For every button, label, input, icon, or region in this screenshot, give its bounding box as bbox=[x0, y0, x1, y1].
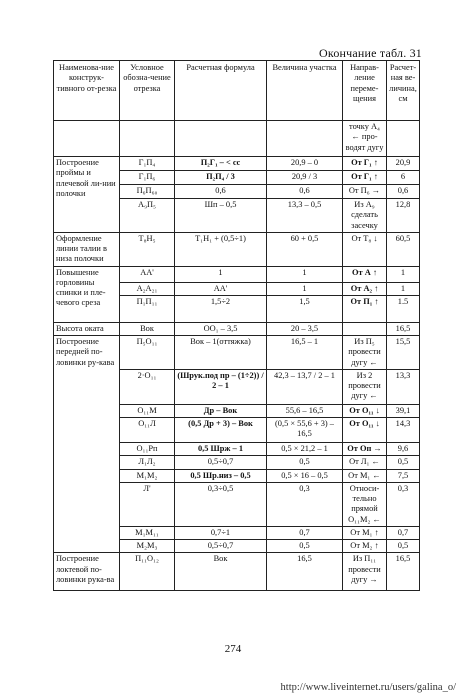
cell-formula: (Шрук.под пр – (1÷2)) / 2 – 1 bbox=[175, 369, 267, 404]
table-header-row bbox=[54, 61, 420, 121]
cell-result: 6 bbox=[387, 171, 420, 185]
cell-result: 13,3 bbox=[387, 369, 420, 404]
cell-result: 16,5 bbox=[387, 553, 420, 591]
cell-direction: От М₂ ↑ bbox=[343, 540, 387, 553]
cell-result: 9,6 bbox=[387, 443, 420, 456]
cell-value: 13,3 – 0,5 bbox=[267, 199, 343, 233]
cell-segment-name: Повышение горловины спинки и пле-чевого среза bbox=[54, 266, 120, 322]
construction-table bbox=[53, 60, 420, 591]
cell-segment-code: О₁₁М bbox=[120, 404, 175, 417]
cell-direction: От А ↑ bbox=[343, 266, 387, 282]
cell-segment-code: М₂М₃ bbox=[120, 540, 175, 553]
cell-segment-name: Построение проймы и плечевой ли-нии полочки bbox=[54, 157, 120, 233]
cell-formula: 1,5÷2 bbox=[175, 295, 267, 322]
cell-formula: Т₁Н₁ + (0,5÷1) bbox=[175, 232, 267, 266]
cell-value: 16,5 bbox=[267, 553, 343, 591]
cell-segment-name: Построение передней по-ловинки ру-кава bbox=[54, 336, 120, 553]
cell-result: 1 bbox=[387, 266, 420, 282]
cell-direction bbox=[343, 322, 387, 335]
header-direction: Направ-ление переме-щения bbox=[343, 61, 387, 121]
cell-result: 0,3 bbox=[387, 482, 420, 526]
cell-formula: 0,7÷1 bbox=[175, 526, 267, 539]
cell-formula: 0,5 Шрж – 1 bbox=[175, 443, 267, 456]
header-value: Величина участка bbox=[267, 61, 343, 121]
cell-segment-code: П₆П₆₀ bbox=[120, 185, 175, 199]
cell-segment-name: Построение локтевой по-ловинки рука-ва bbox=[54, 553, 120, 591]
cell-formula: 0,3÷0,5 bbox=[175, 482, 267, 526]
cell-value bbox=[267, 121, 343, 157]
cell-result: 0,7 bbox=[387, 526, 420, 539]
cell-direction: Из 2 провести дугу ← bbox=[343, 369, 387, 404]
cell-direction: От О₁₁ ↓ bbox=[343, 404, 387, 417]
cell-result: 0,6 bbox=[387, 185, 420, 199]
cell-result: 7,5 bbox=[387, 469, 420, 482]
cell-segment-code: Л' bbox=[120, 482, 175, 526]
cell-formula: (0,5 Др + 3) – Вок bbox=[175, 418, 267, 443]
cell-direction: От П₆ → bbox=[343, 185, 387, 199]
cell-segment-code: АА' bbox=[120, 266, 175, 282]
cell-direction: От Оп → bbox=[343, 443, 387, 456]
cell-direction: От Т₈ ↓ bbox=[343, 232, 387, 266]
cell-segment-code: П₁₁О₁₂ bbox=[120, 553, 175, 591]
cell-formula: 0,5 Шр.низ – 0,5 bbox=[175, 469, 267, 482]
cell-formula: Вок – 1(оттяжка) bbox=[175, 336, 267, 370]
cell-formula: ОО₁ – 3,5 bbox=[175, 322, 267, 335]
cell-formula: 0,5÷0,7 bbox=[175, 456, 267, 469]
header-result: Расчет-ная ве-личина, см bbox=[387, 61, 420, 121]
cell-segment-name bbox=[54, 121, 120, 157]
cell-formula: Вок bbox=[175, 553, 267, 591]
cell-result: 20,9 bbox=[387, 157, 420, 171]
cell-result: 60,5 bbox=[387, 232, 420, 266]
cell-direction: От Л₁ ← bbox=[343, 456, 387, 469]
cell-value: 0,3 bbox=[267, 482, 343, 526]
cell-result: 0,5 bbox=[387, 540, 420, 553]
cell-value: 20,9 / 3 bbox=[267, 171, 343, 185]
cell-result: 1.5 bbox=[387, 295, 420, 322]
cell-direction: Относи-тельно прямой О₁₁М₂ ← bbox=[343, 482, 387, 526]
cell-segment-code: О₁₁Рп bbox=[120, 443, 175, 456]
cell-formula: П₂П₄ / 3 bbox=[175, 171, 267, 185]
cell-result: 12,8 bbox=[387, 199, 420, 233]
cell-value: 0,6 bbox=[267, 185, 343, 199]
cell-formula: Шп – 0,5 bbox=[175, 199, 267, 233]
cell-segment-code: А₂А₂₁ bbox=[120, 282, 175, 295]
cell-value: 16,5 – 1 bbox=[267, 336, 343, 370]
cell-direction: Из П₁₁ провести дугу → bbox=[343, 553, 387, 591]
cell-result: 16,5 bbox=[387, 322, 420, 335]
cell-value: 0,5 × 21,2 – 1 bbox=[267, 443, 343, 456]
cell-segment-code: Л₁Л₂ bbox=[120, 456, 175, 469]
cell-segment-code: О₁₁Л bbox=[120, 418, 175, 443]
cell-value: 1,5 bbox=[267, 295, 343, 322]
cell-value: 1 bbox=[267, 282, 343, 295]
header-formula: Расчетная формула bbox=[175, 61, 267, 121]
cell-direction: От Г₁ ↑ bbox=[343, 171, 387, 185]
cell-value: (0,5 × 55,6 + 3) – 16,5 bbox=[267, 418, 343, 443]
table-row bbox=[54, 336, 420, 370]
cell-segment-code: Г₁П₄ bbox=[120, 157, 175, 171]
table-row bbox=[54, 266, 420, 282]
cell-direction: Из П₅ провести дугу ← bbox=[343, 336, 387, 370]
cell-segment-code: Вок bbox=[120, 322, 175, 335]
header-segment-name: Наименова-ние конструк-тивного от-резка bbox=[54, 61, 120, 121]
cell-value: 60 + 0,5 bbox=[267, 232, 343, 266]
cell-direction: точку А₄ ← про-водят дугу bbox=[343, 121, 387, 157]
cell-direction: От М₁ ← bbox=[343, 469, 387, 482]
cell-segment-code: П₁П₁₁ bbox=[120, 295, 175, 322]
cell-value: 0,7 bbox=[267, 526, 343, 539]
cell-value: 55,6 – 16,5 bbox=[267, 404, 343, 417]
cell-segment-code bbox=[120, 121, 175, 157]
cell-value: 1 bbox=[267, 266, 343, 282]
table-row bbox=[54, 232, 420, 266]
cell-segment-code: М₁М₁₁ bbox=[120, 526, 175, 539]
cell-formula: 1 bbox=[175, 266, 267, 282]
cell-result: 15,5 bbox=[387, 336, 420, 370]
table-caption: Окончание табл. 31 bbox=[319, 46, 422, 60]
cell-formula: АА' bbox=[175, 282, 267, 295]
cell-value: 0,5 bbox=[267, 456, 343, 469]
cell-result: 14,3 bbox=[387, 418, 420, 443]
cell-result: 1 bbox=[387, 282, 420, 295]
cell-direction: От А₂ ↑ bbox=[343, 282, 387, 295]
header-segment-code: Условное обозна-чение отрезка bbox=[120, 61, 175, 121]
cell-segment-code: А₉П₅ bbox=[120, 199, 175, 233]
cell-segment-code: Т₈Н₅ bbox=[120, 232, 175, 266]
table-row bbox=[54, 553, 420, 591]
cell-segment-code: Г₁П₆ bbox=[120, 171, 175, 185]
cell-formula: 0,5÷0,7 bbox=[175, 540, 267, 553]
cell-direction: От М₁ ↑ bbox=[343, 526, 387, 539]
cell-formula: П₂Г₁ – < сс bbox=[175, 157, 267, 171]
cell-value: 20,9 – 0 bbox=[267, 157, 343, 171]
cell-formula bbox=[175, 121, 267, 157]
page-number: 274 bbox=[224, 643, 242, 655]
cell-value: 20 – 3,5 bbox=[267, 322, 343, 335]
cell-direction: От О₁₁ ↓ bbox=[343, 418, 387, 443]
table-row bbox=[54, 121, 420, 157]
cell-formula: Др – Вок bbox=[175, 404, 267, 417]
cell-result: 39,1 bbox=[387, 404, 420, 417]
cell-segment-code: П₅О₁₁ bbox=[120, 336, 175, 370]
cell-result: 0,5 bbox=[387, 456, 420, 469]
cell-result bbox=[387, 121, 420, 157]
cell-formula: 0,6 bbox=[175, 185, 267, 199]
cell-segment-code: М₁М₂ bbox=[120, 469, 175, 482]
watermark-url: http://www.liveinternet.ru/users/galina_o/ bbox=[280, 682, 456, 693]
cell-segment-code: 2·О₁₁ bbox=[120, 369, 175, 404]
cell-direction: Из А₉ сделать засечку bbox=[343, 199, 387, 233]
cell-direction: От Г₁ ↑ bbox=[343, 157, 387, 171]
cell-direction: От П₁ ↑ bbox=[343, 295, 387, 322]
table-row bbox=[54, 322, 420, 335]
cell-segment-name: Оформление линии талии в низа полочки bbox=[54, 232, 120, 266]
table-row bbox=[54, 157, 420, 171]
cell-value: 42,3 – 13,7 / 2 – 1 bbox=[267, 369, 343, 404]
cell-segment-name: Высота оката bbox=[54, 322, 120, 335]
cell-value: 0,5 × 16 – 0,5 bbox=[267, 469, 343, 482]
cell-value: 0,5 bbox=[267, 540, 343, 553]
